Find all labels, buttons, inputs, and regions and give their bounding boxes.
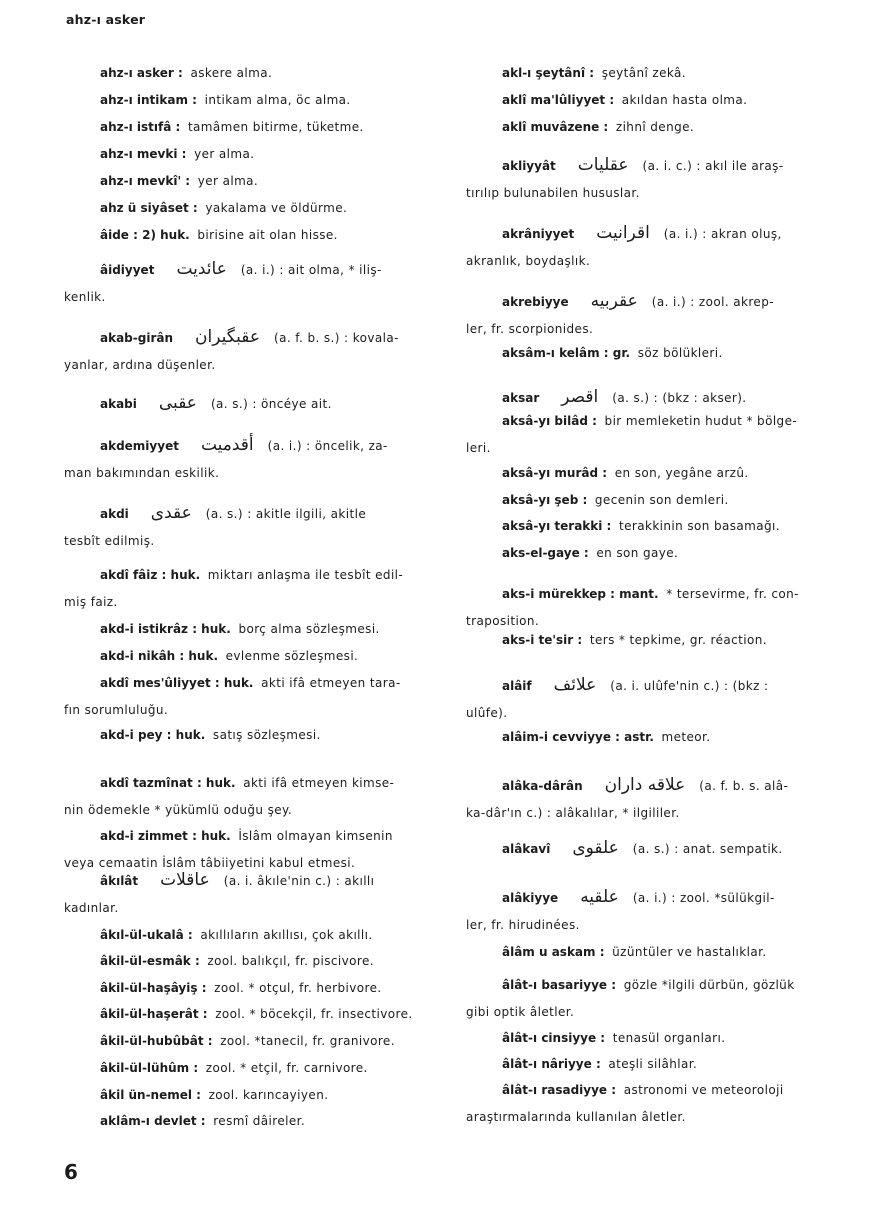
dictionary-entry: [466, 672, 846, 727]
entry-definition: akıllıların akıllısı, çok akıllı.: [200, 928, 373, 942]
dictionary-entry: [466, 408, 846, 462]
entry-ottoman-script: عاقلات: [160, 870, 210, 890]
entry-headword: alâka-dârân: [502, 779, 583, 793]
dictionary-entry: [64, 670, 442, 724]
dictionary-entry: [64, 975, 442, 1002]
entry-definition: akti ifâ etmeyen kimse-: [243, 776, 395, 790]
entry-headword: akd-i nikâh : huk.: [100, 649, 218, 663]
entry-headword: akdî tazmînat : huk.: [100, 776, 236, 790]
entry-continuation: ulûfe).: [466, 706, 508, 720]
dictionary-entry: [466, 340, 846, 367]
entry-continuation: kenlik.: [64, 290, 106, 304]
entry-headword: âlât-ı nâriyye :: [502, 1057, 601, 1071]
dictionary-entry: [466, 288, 846, 343]
entry-definition: en son gaye.: [596, 546, 679, 560]
entry-definition: zool. * böcekçil, fr. insectivore.: [215, 1007, 413, 1021]
entry-continuation: akranlık, boydaşlık.: [466, 254, 591, 268]
dictionary-entry: [64, 87, 442, 114]
entry-definition: yer alma.: [194, 147, 255, 161]
entry-definition: miktarı anlaşma ile tesbît edil-: [207, 568, 404, 582]
entry-definition: gecenin son demleri.: [594, 493, 729, 507]
entry-headword: akliyyât: [502, 159, 556, 173]
entry-continuation: traposition.: [466, 614, 540, 628]
entry-ottoman-script: عائدیت: [176, 259, 227, 279]
entry-definition: üzüntüler ve hastalıklar.: [612, 945, 767, 959]
entry-definition: İslâm olmayan kimsenin: [238, 829, 393, 843]
entry-headword: ahz-ı asker :: [100, 66, 183, 80]
entry-definition: söz bölükleri.: [637, 346, 723, 360]
entry-headword: akd-i istikrâz : huk.: [100, 622, 231, 636]
entry-definition: tamâmen bitirme, tüketme.: [187, 120, 364, 134]
dictionary-entry: [64, 867, 442, 922]
dictionary-entry: [64, 562, 442, 616]
dictionary-entry: [466, 220, 846, 275]
entry-headword: âkil-ül-hubûbât :: [100, 1034, 213, 1048]
entry-headword: aksâ-yı terakki :: [502, 519, 612, 533]
entry-definition: meteor.: [661, 730, 711, 744]
dictionary-entry: [466, 487, 846, 514]
entry-headword: aksar: [502, 391, 540, 405]
dictionary-entry: [64, 643, 442, 670]
dictionary-entry: [466, 724, 846, 751]
entry-definition: terakkinin son basamağı.: [619, 519, 780, 533]
entry-definition: (a. s.) : öncéye ait.: [210, 397, 332, 411]
entry-headword: aklî muvâzene :: [502, 120, 609, 134]
dictionary-entry: [64, 256, 442, 311]
entry-continuation: yanlar, ardına düşenler.: [64, 358, 216, 372]
dictionary-entry: [64, 390, 442, 418]
entry-headword: âkıl-ül-ukalâ :: [100, 928, 193, 942]
entry-headword: akrâniyyet: [502, 227, 575, 241]
entry-ottoman-script: علقوی: [572, 838, 619, 858]
entry-definition: zool. balıkçıl, fr. piscivore.: [207, 954, 374, 968]
entry-headword: ahz-ı mevkî' :: [100, 174, 191, 188]
entry-definition: evlenme sözleşmesi.: [225, 649, 359, 663]
entry-ottoman-script: عقبی: [158, 393, 197, 413]
entry-continuation: tırılıp bulunabilen hususlar.: [466, 186, 640, 200]
entry-definition: (a. i. ulûfe'nin c.) : (bkz :: [610, 679, 769, 693]
entry-headword: alâim-i cevviyye : astr.: [502, 730, 654, 744]
page-number: 6: [64, 1160, 78, 1184]
entry-headword: akab-girân: [100, 331, 174, 345]
entry-headword: alâif: [502, 679, 532, 693]
entry-headword: akl-ı şeytânî :: [502, 66, 595, 80]
dictionary-entry: [64, 1082, 442, 1109]
entry-definition: (a. i.) : ait olma, * iliş-: [240, 263, 382, 277]
entry-headword: aksâ-yı murâd :: [502, 466, 608, 480]
entry-continuation: man bakımından eskilik.: [64, 466, 220, 480]
entry-continuation: leri.: [466, 441, 491, 455]
dictionary-entry: [64, 168, 442, 195]
entry-headword: âkil ün-nemel :: [100, 1088, 201, 1102]
dictionary-entry: [466, 1077, 846, 1131]
entry-definition: zool. karıncayiyen.: [208, 1088, 329, 1102]
entry-headword: âlât-ı rasadiyye :: [502, 1083, 617, 1097]
entry-definition: zool. *tanecil, fr. granivore.: [220, 1034, 395, 1048]
entry-definition: yakalama ve öldürme.: [205, 201, 348, 215]
entry-definition: (a. i. âkıle'nin c.) : akıllı: [223, 874, 375, 888]
entry-headword: âlât-ı basariyye :: [502, 978, 617, 992]
entry-definition: (a. i.) : zool. *sülükgil-: [632, 891, 775, 905]
entry-headword: ahz-ı mevki :: [100, 147, 187, 161]
dictionary-entry: [64, 195, 442, 222]
entry-headword: akd-i zimmet : huk.: [100, 829, 231, 843]
entry-definition: ters * tepkime, gr. réaction.: [589, 633, 767, 647]
entry-headword: âkil-ül-lühûm :: [100, 1061, 199, 1075]
entry-definition: akti ifâ etmeyen tara-: [261, 676, 401, 690]
entry-headword: akd-i pey : huk.: [100, 728, 206, 742]
entry-continuation: nin ödemekle * yükümlü oduğu şey.: [64, 803, 293, 817]
entry-headword: âlât-ı cinsiyye :: [502, 1031, 606, 1045]
entry-continuation: veya cemaatin İslâm tâbiiyetini kabul etmesi.: [64, 856, 356, 870]
dictionary-entry: [64, 1001, 442, 1028]
entry-definition: şeytânî zekâ.: [601, 66, 687, 80]
entry-definition: zool. * etçil, fr. carnivore.: [205, 1061, 368, 1075]
entry-definition: * tersevirme, fr. con-: [666, 587, 799, 601]
entry-headword: aksâm-ı kelâm : gr.: [502, 346, 631, 360]
dictionary-entry: [466, 1025, 846, 1052]
running-header: ahz-ı asker: [66, 12, 146, 27]
entry-definition: en son, yegâne arzû.: [614, 466, 749, 480]
entry-headword: aksâ-yı şeb :: [502, 493, 588, 507]
dictionary-entry: [64, 722, 442, 749]
dictionary-entry: [64, 141, 442, 168]
dictionary-entry: [466, 972, 846, 1026]
entry-definition: gözle *ilgili dürbün, gözlük: [623, 978, 795, 992]
entry-definition: (a. s.) : akitle ilgili, akitle: [205, 507, 367, 521]
entry-headword: akrebiyye: [502, 295, 569, 309]
dictionary-entry: [466, 884, 846, 939]
entry-definition: akıldan hasta olma.: [621, 93, 748, 107]
entry-definition: satış sözleşmesi.: [212, 728, 321, 742]
dictionary-entry: [466, 152, 846, 207]
entry-headword: akdî mes'ûliyyet : huk.: [100, 676, 254, 690]
dictionary-entry: [64, 114, 442, 141]
entry-continuation: fın sorumluluğu.: [64, 703, 169, 717]
dictionary-entry: [64, 922, 442, 949]
dictionary-entry: [64, 616, 442, 643]
dictionary-entry: [64, 1108, 442, 1135]
entry-headword: âkılât: [100, 874, 139, 888]
dictionary-entry: [64, 770, 442, 824]
dictionary-entry: [64, 60, 442, 87]
entry-headword: alâkavî: [502, 842, 551, 856]
entry-ottoman-script: عقبگیران: [195, 327, 260, 347]
entry-headword: akdi: [100, 507, 129, 521]
entry-ottoman-script: عقربیه: [590, 291, 638, 311]
entry-definition: astronomi ve meteoroloji: [623, 1083, 784, 1097]
entry-continuation: miş faiz.: [64, 595, 118, 609]
entry-headword: âide : 2) huk.: [100, 228, 190, 242]
dictionary-entry: [466, 1051, 846, 1078]
entry-continuation: araştırmalarında kullanılan âletler.: [466, 1110, 686, 1124]
entry-ottoman-script: علاقه داران: [604, 775, 686, 795]
entry-definition: ateşli silâhlar.: [608, 1057, 698, 1071]
dictionary-entry: [466, 627, 846, 654]
entry-definition: (a. i.) : öncelik, za-: [267, 439, 388, 453]
entry-definition: (a. f. b. s. alâ-: [699, 779, 789, 793]
entry-definition: askere alma.: [190, 66, 273, 80]
entry-definition: bir memleketin hudut * bölge-: [604, 414, 798, 428]
entry-definition: resmî dâireler.: [213, 1114, 306, 1128]
entry-definition: tenasül organları.: [612, 1031, 726, 1045]
entry-definition: intikam alma, öc alma.: [204, 93, 351, 107]
entry-definition: yer alma.: [197, 174, 259, 188]
entry-definition: (a. i. c.) : akıl ile araş-: [642, 159, 784, 173]
dictionary-entry: [64, 1055, 442, 1082]
dictionary-entry: [466, 540, 846, 567]
entry-headword: aklî ma'lûliyyet :: [502, 93, 615, 107]
dictionary-entry: [64, 432, 442, 487]
entry-headword: âkil-ül-haşerât :: [100, 1007, 208, 1021]
dictionary-entry: [466, 939, 846, 966]
entry-ottoman-script: اقرانیت: [596, 223, 650, 243]
entry-definition: borç alma sözleşmesi.: [238, 622, 380, 636]
entry-headword: âlâm u askam :: [502, 945, 605, 959]
dictionary-entry: [466, 835, 846, 863]
dictionary-entry: [466, 114, 846, 141]
entry-definition: zihnî denge.: [615, 120, 695, 134]
entry-headword: akdemiyyet: [100, 439, 179, 453]
entry-definition: birisine ait olan hisse.: [197, 228, 338, 242]
entry-headword: aks-i mürekkep : mant.: [502, 587, 659, 601]
entry-definition: (a. s.) : anat. sempatik.: [632, 842, 783, 856]
entry-headword: akdî fâiz : huk.: [100, 568, 201, 582]
entry-ottoman-script: علائف: [553, 675, 597, 695]
entry-headword: aks-i te'sir :: [502, 633, 583, 647]
entry-definition: (a. f. b. s.) : kovala-: [274, 331, 399, 345]
dictionary-entry: [466, 60, 846, 87]
entry-continuation: tesbît edilmiş.: [64, 534, 155, 548]
entry-headword: ahz-ı intikam :: [100, 93, 197, 107]
entry-definition: zool. * otçul, fr. herbivore.: [214, 981, 382, 995]
entry-definition: (a. i.) : zool. akrep-: [651, 295, 774, 309]
dictionary-entry: [64, 1028, 442, 1055]
entry-ottoman-script: أقدمیت: [200, 435, 254, 455]
entry-headword: ahz ü siyâset :: [100, 201, 198, 215]
dictionary-entry: [64, 500, 442, 555]
dictionary-entry: [64, 948, 442, 975]
entry-continuation: ler, fr. scorpionides.: [466, 322, 594, 336]
entry-definition: (a. i.) : akran oluş,: [663, 227, 782, 241]
entry-continuation: gibi optik âletler.: [466, 1005, 575, 1019]
entry-headword: ahz-ı istıfâ :: [100, 120, 181, 134]
entry-continuation: ler, fr. hirudinées.: [466, 918, 580, 932]
entry-headword: aks-el-gaye :: [502, 546, 589, 560]
entry-headword: âkil-ül-haşâyiş :: [100, 981, 207, 995]
entry-headword: âidiyyet: [100, 263, 155, 277]
dictionary-entry: [466, 460, 846, 487]
entry-continuation: ka-dâr'ın c.) : alâkalılar, * ilgililer.: [466, 806, 680, 820]
dictionary-entry: [466, 513, 846, 540]
entry-headword: âkil-ül-esmâk :: [100, 954, 200, 968]
dictionary-entry: [64, 222, 442, 249]
entry-headword: akabi: [100, 397, 137, 411]
entry-definition: (a. s.) : (bkz : akser).: [612, 391, 747, 405]
entry-headword: aklâm-ı devlet :: [100, 1114, 206, 1128]
dictionary-entry: [466, 772, 846, 827]
entry-headword: alâkiyye: [502, 891, 559, 905]
entry-ottoman-script: اقصر: [561, 387, 599, 407]
dictionary-entry: [466, 87, 846, 114]
entry-continuation: kadınlar.: [64, 901, 119, 915]
dictionary-entry: [64, 324, 442, 379]
entry-ottoman-script: علقیه: [580, 887, 619, 907]
entry-ottoman-script: عقدی: [150, 503, 192, 523]
entry-ottoman-script: عقلیات: [577, 155, 629, 175]
entry-headword: aksâ-yı bilâd :: [502, 414, 597, 428]
